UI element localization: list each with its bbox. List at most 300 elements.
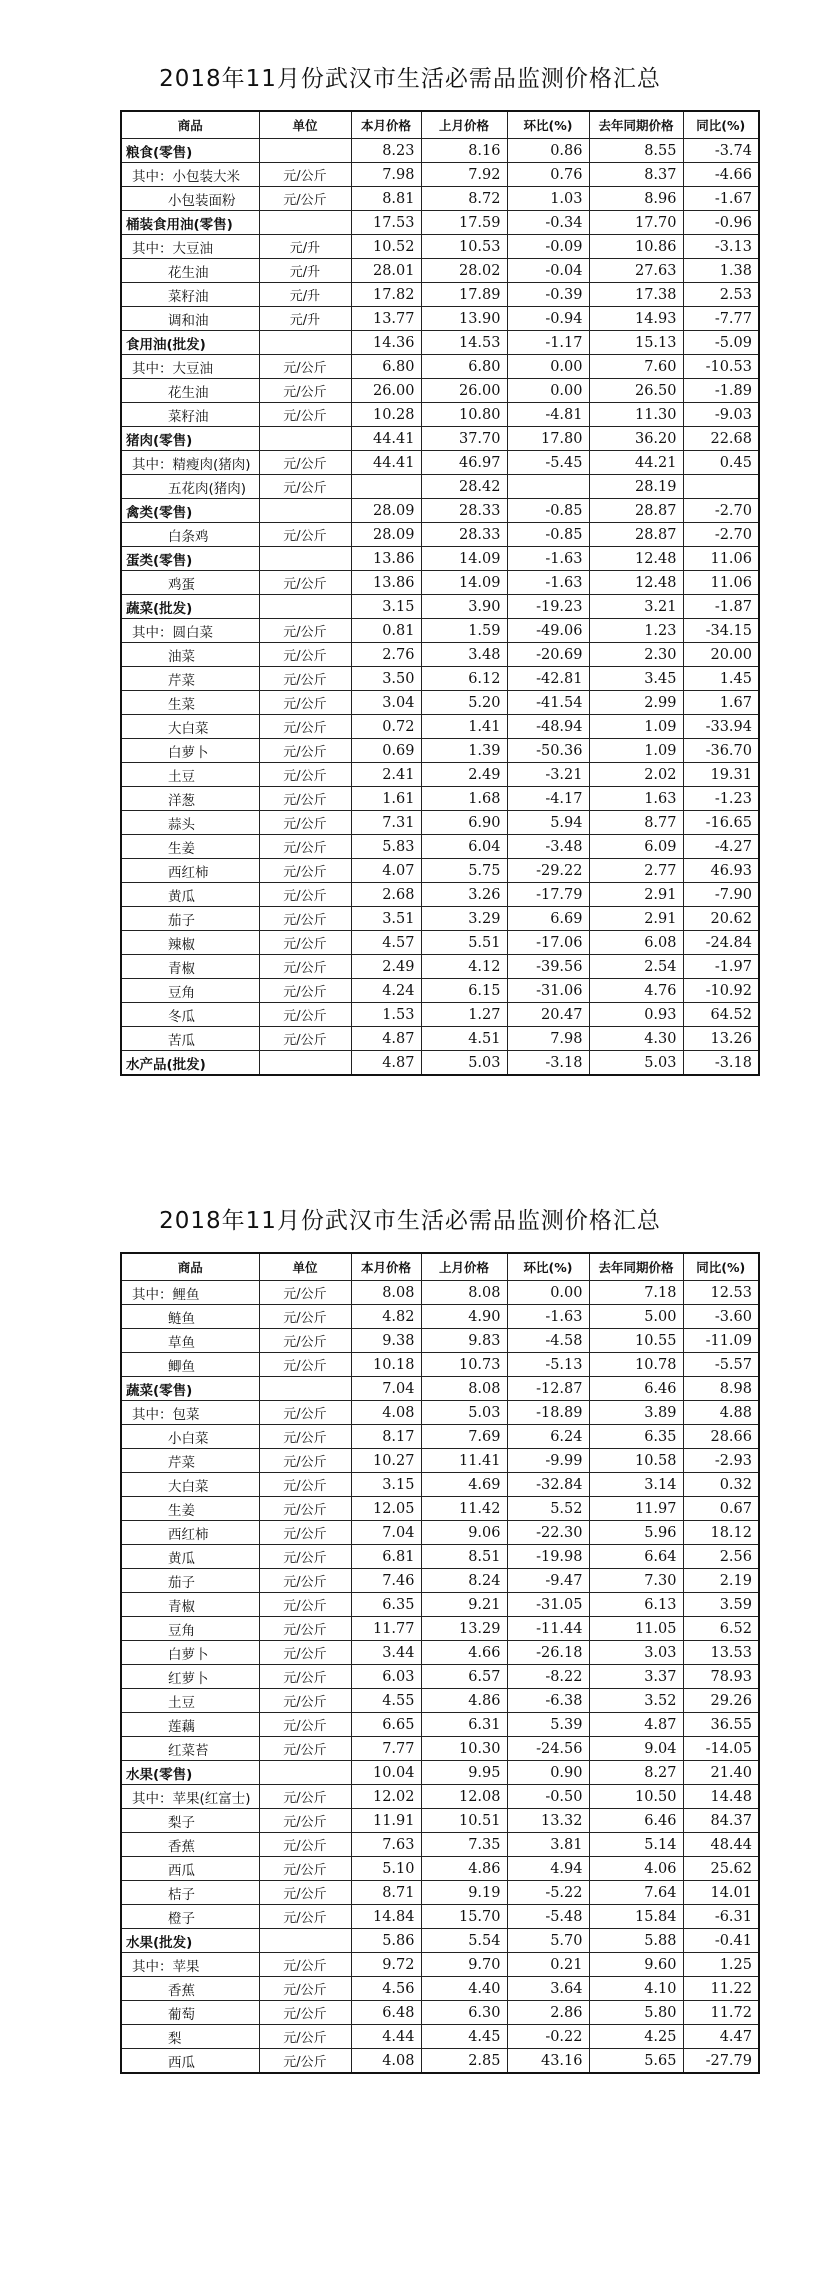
- commodity-name-cell: 黄瓜: [121, 1545, 259, 1569]
- commodity-name-cell: 小包装面粉: [121, 187, 259, 211]
- last-year-price-cell: 8.37: [589, 163, 683, 187]
- table-row: [121, 2001, 759, 2025]
- mom-change-cell: 0.76: [507, 163, 589, 187]
- unit-cell: 元/公斤: [259, 1353, 351, 1377]
- yoy-change-cell: -11.09: [683, 1329, 759, 1353]
- current-price-cell: 3.15: [351, 1473, 421, 1497]
- table-row: [121, 619, 759, 643]
- unit-cell: 元/公斤: [259, 1003, 351, 1027]
- unit-cell: [259, 427, 351, 451]
- previous-price-cell: 7.35: [421, 1833, 507, 1857]
- yoy-change-cell: [683, 475, 759, 499]
- previous-price-cell: 5.51: [421, 931, 507, 955]
- previous-price-cell: 5.75: [421, 859, 507, 883]
- table-row: [121, 1737, 759, 1761]
- current-price-cell: 4.87: [351, 1027, 421, 1051]
- table-row: [121, 907, 759, 931]
- yoy-change-cell: -4.66: [683, 163, 759, 187]
- yoy-change-cell: -24.84: [683, 931, 759, 955]
- previous-price-cell: 9.06: [421, 1521, 507, 1545]
- last-year-price-cell: 6.35: [589, 1425, 683, 1449]
- current-price-cell: 3.44: [351, 1641, 421, 1665]
- previous-price-cell: 10.80: [421, 403, 507, 427]
- commodity-name-cell: 土豆: [121, 1689, 259, 1713]
- commodity-name-cell: 茄子: [121, 1569, 259, 1593]
- unit-cell: 元/公斤: [259, 1881, 351, 1905]
- table-row: [121, 1929, 759, 1953]
- yoy-change-cell: 11.72: [683, 2001, 759, 2025]
- last-year-price-cell: 12.48: [589, 547, 683, 571]
- yoy-change-cell: 20.62: [683, 907, 759, 931]
- current-price-cell: 13.86: [351, 547, 421, 571]
- unit-cell: 元/升: [259, 235, 351, 259]
- mom-change-cell: -0.39: [507, 283, 589, 307]
- current-price-cell: 7.98: [351, 163, 421, 187]
- commodity-name-cell: 蔬菜(零售): [121, 1377, 259, 1401]
- previous-price-cell: 3.26: [421, 883, 507, 907]
- table-row: [121, 1689, 759, 1713]
- unit-cell: 元/公斤: [259, 2025, 351, 2049]
- yoy-change-cell: -4.27: [683, 835, 759, 859]
- mom-change-cell: -4.17: [507, 787, 589, 811]
- commodity-name-cell: 冬瓜: [121, 1003, 259, 1027]
- mom-change-cell: -12.87: [507, 1377, 589, 1401]
- header-row: [121, 1253, 759, 1281]
- mom-change-cell: -3.48: [507, 835, 589, 859]
- last-year-price-cell: 44.21: [589, 451, 683, 475]
- mom-change-cell: -0.04: [507, 259, 589, 283]
- previous-price-cell: 9.19: [421, 1881, 507, 1905]
- current-price-cell: 10.18: [351, 1353, 421, 1377]
- yoy-change-cell: 21.40: [683, 1761, 759, 1785]
- commodity-name-cell: 其中：鲤鱼: [121, 1281, 259, 1305]
- commodity-name-cell: 莲藕: [121, 1713, 259, 1737]
- table-row: [121, 403, 759, 427]
- table-row: [121, 1593, 759, 1617]
- current-price-cell: 3.51: [351, 907, 421, 931]
- mom-change-cell: -50.36: [507, 739, 589, 763]
- unit-cell: 元/公斤: [259, 619, 351, 643]
- table-row: [121, 1305, 759, 1329]
- previous-price-cell: 2.49: [421, 763, 507, 787]
- mom-change-cell: -0.09: [507, 235, 589, 259]
- last-year-price-cell: 11.05: [589, 1617, 683, 1641]
- mom-change-cell: 0.00: [507, 379, 589, 403]
- yoy-change-cell: -34.15: [683, 619, 759, 643]
- current-price-cell: 28.09: [351, 499, 421, 523]
- previous-price-cell: 8.51: [421, 1545, 507, 1569]
- unit-cell: [259, 139, 351, 163]
- unit-cell: 元/升: [259, 283, 351, 307]
- table-row: [121, 1545, 759, 1569]
- previous-price-cell: 7.69: [421, 1425, 507, 1449]
- mom-change-cell: -0.22: [507, 2025, 589, 2049]
- unit-cell: 元/公斤: [259, 1425, 351, 1449]
- previous-price-cell: 14.09: [421, 547, 507, 571]
- commodity-name-cell: 土豆: [121, 763, 259, 787]
- last-year-price-cell: 4.25: [589, 2025, 683, 2049]
- last-year-price-cell: 3.21: [589, 595, 683, 619]
- last-year-price-cell: 5.96: [589, 1521, 683, 1545]
- current-price-cell: 10.52: [351, 235, 421, 259]
- current-price-cell: 12.05: [351, 1497, 421, 1521]
- last-year-price-cell: 3.37: [589, 1665, 683, 1689]
- current-price-cell: 8.17: [351, 1425, 421, 1449]
- mom-change-cell: -19.23: [507, 595, 589, 619]
- unit-cell: 元/公斤: [259, 1593, 351, 1617]
- current-price-cell: 7.46: [351, 1569, 421, 1593]
- unit-cell: 元/公斤: [259, 1401, 351, 1425]
- mom-change-cell: -8.22: [507, 1665, 589, 1689]
- last-year-price-cell: 10.58: [589, 1449, 683, 1473]
- table-row: [121, 1833, 759, 1857]
- current-price-cell: 1.61: [351, 787, 421, 811]
- mom-change-cell: 43.16: [507, 2049, 589, 2074]
- previous-price-cell: 1.27: [421, 1003, 507, 1027]
- commodity-name-cell: 其中：大豆油: [121, 235, 259, 259]
- current-price-cell: 8.71: [351, 1881, 421, 1905]
- previous-price-cell: 14.53: [421, 331, 507, 355]
- table-row: [121, 763, 759, 787]
- unit-cell: 元/公斤: [259, 1473, 351, 1497]
- last-year-price-cell: 11.97: [589, 1497, 683, 1521]
- mom-change-cell: -4.81: [507, 403, 589, 427]
- table-row: [121, 307, 759, 331]
- unit-cell: 元/公斤: [259, 715, 351, 739]
- yoy-change-cell: 8.98: [683, 1377, 759, 1401]
- commodity-name-cell: 黄瓜: [121, 883, 259, 907]
- mom-change-cell: 2.86: [507, 2001, 589, 2025]
- previous-price-cell: 1.68: [421, 787, 507, 811]
- yoy-change-cell: 4.47: [683, 2025, 759, 2049]
- unit-cell: 元/公斤: [259, 451, 351, 475]
- column-header: 环比(%): [507, 1253, 589, 1281]
- mom-change-cell: 0.00: [507, 355, 589, 379]
- last-year-price-cell: 2.77: [589, 859, 683, 883]
- last-year-price-cell: 2.99: [589, 691, 683, 715]
- table-row: [121, 571, 759, 595]
- commodity-name-cell: 其中：小包装大米: [121, 163, 259, 187]
- mom-change-cell: 5.52: [507, 1497, 589, 1521]
- unit-cell: 元/公斤: [259, 739, 351, 763]
- page-title: 2018年11月份武汉市生活必需品监测价格汇总: [159, 66, 661, 92]
- mom-change-cell: 3.81: [507, 1833, 589, 1857]
- mom-change-cell: 0.86: [507, 139, 589, 163]
- yoy-change-cell: -9.03: [683, 403, 759, 427]
- unit-cell: 元/公斤: [259, 787, 351, 811]
- unit-cell: 元/公斤: [259, 1449, 351, 1473]
- previous-price-cell: 15.70: [421, 1905, 507, 1929]
- yoy-change-cell: -2.93: [683, 1449, 759, 1473]
- unit-cell: [259, 499, 351, 523]
- commodity-name-cell: 白条鸡: [121, 523, 259, 547]
- current-price-cell: 3.15: [351, 595, 421, 619]
- table-row: [121, 643, 759, 667]
- current-price-cell: 2.49: [351, 955, 421, 979]
- mom-change-cell: -9.47: [507, 1569, 589, 1593]
- previous-price-cell: 1.39: [421, 739, 507, 763]
- previous-price-cell: 4.45: [421, 2025, 507, 2049]
- current-price-cell: 4.55: [351, 1689, 421, 1713]
- table-row: [121, 235, 759, 259]
- table-row: [121, 187, 759, 211]
- last-year-price-cell: 12.48: [589, 571, 683, 595]
- yoy-change-cell: 3.59: [683, 1593, 759, 1617]
- last-year-price-cell: 6.08: [589, 931, 683, 955]
- column-header: 去年同期价格: [589, 1253, 683, 1281]
- yoy-change-cell: 64.52: [683, 1003, 759, 1027]
- commodity-name-cell: 其中：包菜: [121, 1401, 259, 1425]
- table-row: [121, 1881, 759, 1905]
- table-row: [121, 1761, 759, 1785]
- current-price-cell: 9.38: [351, 1329, 421, 1353]
- yoy-change-cell: 4.88: [683, 1401, 759, 1425]
- commodity-name-cell: 粮食(零售): [121, 139, 259, 163]
- yoy-change-cell: 19.31: [683, 763, 759, 787]
- current-price-cell: 4.57: [351, 931, 421, 955]
- price-table: [120, 1252, 760, 2074]
- commodity-name-cell: 桔子: [121, 1881, 259, 1905]
- previous-price-cell: 9.21: [421, 1593, 507, 1617]
- table-row: [121, 1665, 759, 1689]
- previous-price-cell: 4.86: [421, 1689, 507, 1713]
- last-year-price-cell: 28.87: [589, 523, 683, 547]
- column-header: 本月价格: [351, 111, 421, 139]
- current-price-cell: 3.50: [351, 667, 421, 691]
- commodity-name-cell: 香蕉: [121, 1833, 259, 1857]
- commodity-name-cell: 芹菜: [121, 1449, 259, 1473]
- mom-change-cell: 5.39: [507, 1713, 589, 1737]
- table-row: [121, 1617, 759, 1641]
- mom-change-cell: -18.89: [507, 1401, 589, 1425]
- current-price-cell: 28.09: [351, 523, 421, 547]
- current-price-cell: 17.53: [351, 211, 421, 235]
- yoy-change-cell: 2.53: [683, 283, 759, 307]
- previous-price-cell: 9.95: [421, 1761, 507, 1785]
- previous-price-cell: 17.59: [421, 211, 507, 235]
- last-year-price-cell: 7.64: [589, 1881, 683, 1905]
- table-row: [121, 427, 759, 451]
- last-year-price-cell: 10.86: [589, 235, 683, 259]
- yoy-change-cell: 18.12: [683, 1521, 759, 1545]
- previous-price-cell: 10.30: [421, 1737, 507, 1761]
- last-year-price-cell: 7.30: [589, 1569, 683, 1593]
- current-price-cell: 17.82: [351, 283, 421, 307]
- current-price-cell: 0.81: [351, 619, 421, 643]
- unit-cell: 元/公斤: [259, 1833, 351, 1857]
- last-year-price-cell: 1.63: [589, 787, 683, 811]
- previous-price-cell: 3.48: [421, 643, 507, 667]
- unit-cell: 元/公斤: [259, 1665, 351, 1689]
- table-row: [121, 955, 759, 979]
- last-year-price-cell: 14.93: [589, 307, 683, 331]
- table-row: [121, 931, 759, 955]
- yoy-change-cell: 6.52: [683, 1617, 759, 1641]
- previous-price-cell: 28.33: [421, 523, 507, 547]
- table-row: [121, 1425, 759, 1449]
- mom-change-cell: 0.90: [507, 1761, 589, 1785]
- table-row: [121, 259, 759, 283]
- current-price-cell: 4.44: [351, 2025, 421, 2049]
- mom-change-cell: -22.30: [507, 1521, 589, 1545]
- mom-change-cell: -9.99: [507, 1449, 589, 1473]
- previous-price-cell: 7.92: [421, 163, 507, 187]
- commodity-name-cell: 生姜: [121, 835, 259, 859]
- previous-price-cell: 8.24: [421, 1569, 507, 1593]
- unit-cell: 元/公斤: [259, 571, 351, 595]
- previous-price-cell: 9.83: [421, 1329, 507, 1353]
- yoy-change-cell: -0.96: [683, 211, 759, 235]
- mom-change-cell: -5.45: [507, 451, 589, 475]
- current-price-cell: 1.53: [351, 1003, 421, 1027]
- previous-price-cell: 5.54: [421, 1929, 507, 1953]
- mom-change-cell: -20.69: [507, 643, 589, 667]
- yoy-change-cell: 2.19: [683, 1569, 759, 1593]
- previous-price-cell: 4.12: [421, 955, 507, 979]
- mom-change-cell: 3.64: [507, 1977, 589, 2001]
- current-price-cell: 10.04: [351, 1761, 421, 1785]
- table-row: [121, 1857, 759, 1881]
- previous-price-cell: 4.86: [421, 1857, 507, 1881]
- yoy-change-cell: 1.38: [683, 259, 759, 283]
- mom-change-cell: 1.03: [507, 187, 589, 211]
- yoy-change-cell: 46.93: [683, 859, 759, 883]
- last-year-price-cell: 9.60: [589, 1953, 683, 1977]
- unit-cell: 元/公斤: [259, 1497, 351, 1521]
- commodity-name-cell: 西红柿: [121, 1521, 259, 1545]
- unit-cell: [259, 331, 351, 355]
- column-header: 本月价格: [351, 1253, 421, 1281]
- unit-cell: 元/公斤: [259, 1977, 351, 2001]
- table-row: [121, 787, 759, 811]
- mom-change-cell: -4.58: [507, 1329, 589, 1353]
- yoy-change-cell: -7.90: [683, 883, 759, 907]
- yoy-change-cell: 25.62: [683, 1857, 759, 1881]
- commodity-name-cell: 猪肉(零售): [121, 427, 259, 451]
- previous-price-cell: 8.16: [421, 139, 507, 163]
- unit-cell: 元/公斤: [259, 355, 351, 379]
- commodity-name-cell: 水产品(批发): [121, 1051, 259, 1076]
- mom-change-cell: -39.56: [507, 955, 589, 979]
- mom-change-cell: -5.13: [507, 1353, 589, 1377]
- current-price-cell: 13.86: [351, 571, 421, 595]
- yoy-change-cell: -5.09: [683, 331, 759, 355]
- last-year-price-cell: 5.00: [589, 1305, 683, 1329]
- current-price-cell: 5.10: [351, 1857, 421, 1881]
- previous-price-cell: 4.90: [421, 1305, 507, 1329]
- table-row: [121, 1353, 759, 1377]
- current-price-cell: 6.03: [351, 1665, 421, 1689]
- table-row: [121, 883, 759, 907]
- yoy-change-cell: 36.55: [683, 1713, 759, 1737]
- mom-change-cell: -31.06: [507, 979, 589, 1003]
- commodity-name-cell: 调和油: [121, 307, 259, 331]
- current-price-cell: 5.86: [351, 1929, 421, 1953]
- last-year-price-cell: 28.19: [589, 475, 683, 499]
- table-row: [121, 139, 759, 163]
- commodity-name-cell: 青椒: [121, 1593, 259, 1617]
- mom-change-cell: -0.34: [507, 211, 589, 235]
- previous-price-cell: 3.90: [421, 595, 507, 619]
- last-year-price-cell: 0.93: [589, 1003, 683, 1027]
- table-row: [121, 211, 759, 235]
- commodity-name-cell: 青椒: [121, 955, 259, 979]
- mom-change-cell: -24.56: [507, 1737, 589, 1761]
- table-row: [121, 1027, 759, 1051]
- unit-cell: 元/公斤: [259, 811, 351, 835]
- current-price-cell: 28.01: [351, 259, 421, 283]
- table-row: [121, 1641, 759, 1665]
- current-price-cell: 6.35: [351, 1593, 421, 1617]
- unit-cell: 元/公斤: [259, 1305, 351, 1329]
- yoy-change-cell: 14.01: [683, 1881, 759, 1905]
- table-row: [121, 547, 759, 571]
- commodity-name-cell: 菜籽油: [121, 283, 259, 307]
- mom-change-cell: -26.18: [507, 1641, 589, 1665]
- table-row: [121, 1785, 759, 1809]
- current-price-cell: 7.04: [351, 1521, 421, 1545]
- unit-cell: 元/公斤: [259, 931, 351, 955]
- yoy-change-cell: 14.48: [683, 1785, 759, 1809]
- current-price-cell: 6.48: [351, 2001, 421, 2025]
- last-year-price-cell: 15.84: [589, 1905, 683, 1929]
- previous-price-cell: 1.59: [421, 619, 507, 643]
- mom-change-cell: -0.85: [507, 499, 589, 523]
- table-body: [121, 1281, 759, 2074]
- current-price-cell: [351, 475, 421, 499]
- commodity-name-cell: 小白菜: [121, 1425, 259, 1449]
- previous-price-cell: 9.70: [421, 1953, 507, 1977]
- previous-price-cell: 13.90: [421, 307, 507, 331]
- last-year-price-cell: 2.54: [589, 955, 683, 979]
- unit-cell: 元/公斤: [259, 1857, 351, 1881]
- current-price-cell: 4.08: [351, 2049, 421, 2074]
- commodity-name-cell: 水果(批发): [121, 1929, 259, 1953]
- yoy-change-cell: -1.89: [683, 379, 759, 403]
- yoy-change-cell: 20.00: [683, 643, 759, 667]
- last-year-price-cell: 4.87: [589, 1713, 683, 1737]
- yoy-change-cell: -5.57: [683, 1353, 759, 1377]
- commodity-name-cell: 红菜苔: [121, 1737, 259, 1761]
- unit-cell: [259, 211, 351, 235]
- column-header: 商品: [121, 111, 259, 139]
- previous-price-cell: 13.29: [421, 1617, 507, 1641]
- yoy-change-cell: 0.32: [683, 1473, 759, 1497]
- mom-change-cell: -1.63: [507, 1305, 589, 1329]
- unit-cell: 元/公斤: [259, 907, 351, 931]
- unit-cell: 元/公斤: [259, 883, 351, 907]
- unit-cell: [259, 1377, 351, 1401]
- last-year-price-cell: 5.65: [589, 2049, 683, 2074]
- commodity-name-cell: 洋葱: [121, 787, 259, 811]
- table-row: [121, 1809, 759, 1833]
- yoy-change-cell: 22.68: [683, 427, 759, 451]
- yoy-change-cell: 28.66: [683, 1425, 759, 1449]
- current-price-cell: 12.02: [351, 1785, 421, 1809]
- current-price-cell: 4.07: [351, 859, 421, 883]
- current-price-cell: 14.84: [351, 1905, 421, 1929]
- mom-change-cell: -29.22: [507, 859, 589, 883]
- mom-change-cell: 17.80: [507, 427, 589, 451]
- unit-cell: 元/公斤: [259, 763, 351, 787]
- commodity-name-cell: 生姜: [121, 1497, 259, 1521]
- current-price-cell: 44.41: [351, 451, 421, 475]
- previous-price-cell: 12.08: [421, 1785, 507, 1809]
- mom-change-cell: 4.94: [507, 1857, 589, 1881]
- commodity-name-cell: 蛋类(零售): [121, 547, 259, 571]
- previous-price-cell: 6.57: [421, 1665, 507, 1689]
- current-price-cell: 2.76: [351, 643, 421, 667]
